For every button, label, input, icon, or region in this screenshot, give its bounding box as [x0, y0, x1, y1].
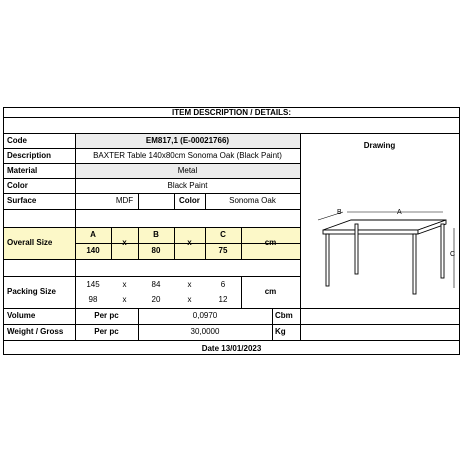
overall-sep-2: x [187, 238, 192, 247]
packing-r2-a: 98 [88, 295, 98, 304]
surface-value: MDF [115, 196, 134, 205]
volume-unit: Cbm [275, 311, 293, 320]
packing-r1-sep1: x [122, 280, 127, 289]
overall-header-c: C [220, 230, 226, 239]
overall-sep-1: x [122, 238, 127, 247]
overall-header-a: A [90, 230, 96, 239]
weight-unit: Kg [275, 327, 286, 336]
description-label: Description [7, 151, 52, 160]
color-label: Color [7, 181, 28, 190]
code-value: EM817,1 (E-00021766) [145, 136, 230, 145]
material-value: Metal [177, 166, 198, 175]
packing-r1-a: 145 [86, 280, 100, 289]
table-drawing [315, 206, 457, 304]
drawing-label: Drawing [363, 141, 396, 150]
packing-unit: cm [264, 287, 277, 296]
item-details-sheet [3, 107, 460, 355]
overall-size-label: Overall Size [7, 238, 53, 247]
overall-unit: cm [264, 238, 277, 247]
surface-color-value: Sonoma Oak [229, 196, 276, 205]
packing-size-label: Packing Size [7, 287, 56, 296]
drawing-dim-c: C [450, 251, 456, 258]
overall-value-c: 75 [218, 246, 228, 255]
color-value: Black Paint [167, 181, 208, 190]
weight-value: 30,0000 [190, 327, 220, 336]
weight-per: Per pc [94, 327, 119, 336]
weight-label: Weight / Gross [7, 327, 64, 336]
code-label: Code [7, 136, 27, 145]
drawing-dim-a: A [397, 209, 402, 216]
overall-value-a: 140 [86, 246, 100, 255]
overall-value-b: 80 [151, 246, 161, 255]
sheet-title: ITEM DESCRIPTION / DETAILS: [172, 108, 291, 117]
packing-r1-c: 6 [220, 280, 226, 289]
packing-r2-sep2: x [187, 295, 192, 304]
surface-color-label: Color [179, 196, 200, 205]
date-footer: Date 13/01/2023 [201, 344, 262, 353]
packing-r2-b: 20 [151, 295, 161, 304]
overall-header-b: B [153, 230, 159, 239]
packing-r2-c: 12 [218, 295, 228, 304]
packing-r1-sep2: x [187, 280, 192, 289]
drawing-dim-b: B [337, 209, 342, 216]
volume-label: Volume [7, 311, 36, 320]
material-label: Material [7, 166, 38, 175]
packing-r1-b: 84 [151, 280, 161, 289]
description-value: BAXTER Table 140x80cm Sonoma Oak (Black Paint) [93, 151, 282, 160]
surface-label: Surface [7, 196, 37, 205]
packing-r2-sep1: x [122, 295, 127, 304]
volume-per: Per pc [94, 311, 119, 320]
volume-value: 0,0970 [192, 311, 218, 320]
